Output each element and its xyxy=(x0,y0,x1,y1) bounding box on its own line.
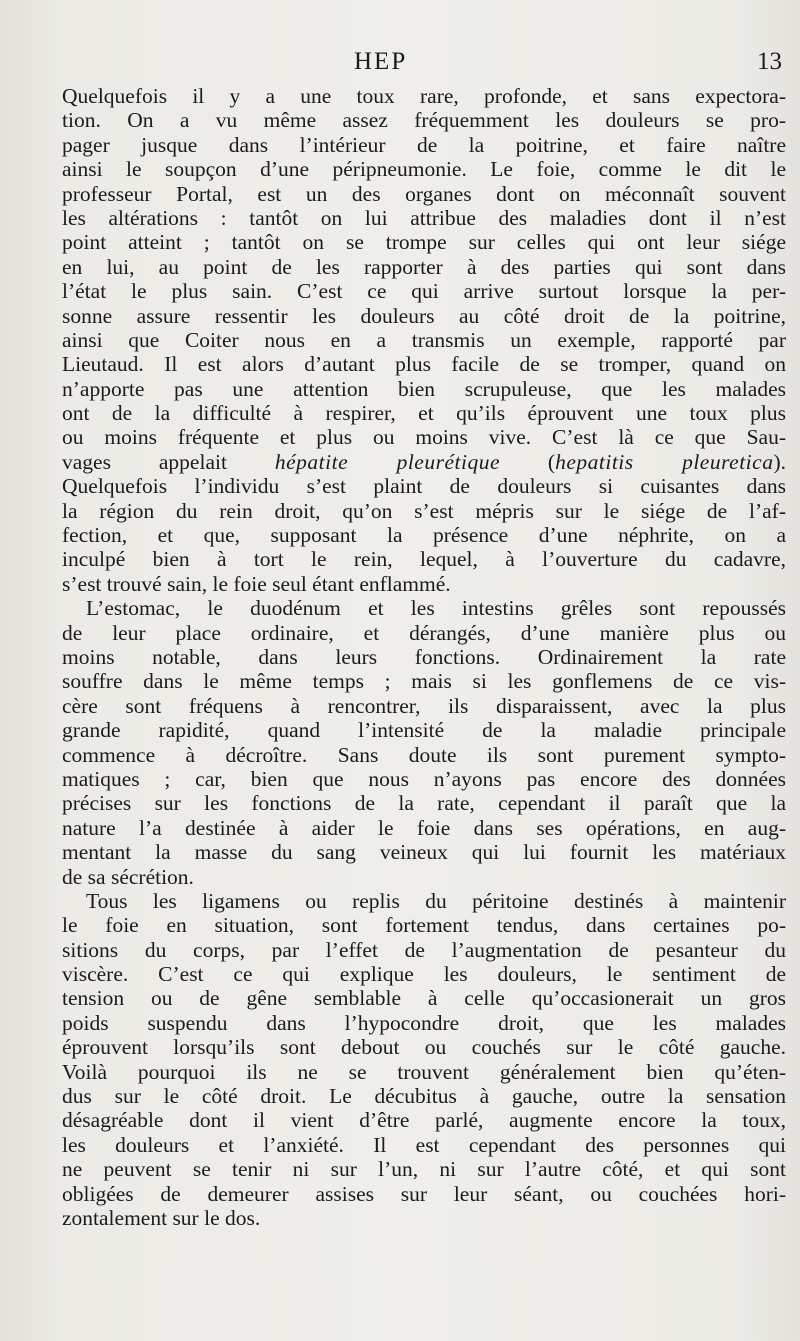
text-line: souffre dans le même temps ; mais si les gonflemens de ce vis- xyxy=(62,669,786,694)
text-line: l’état le plus sain. C’est ce qui arrive surtout lorsque la per- xyxy=(62,279,786,304)
text-line: viscère. C’est ce qui explique les douleurs, le sentiment de xyxy=(62,962,786,987)
paren: ( xyxy=(547,449,556,474)
text-line: pager jusque dans l’intérieur de la poitrine, et faire naître xyxy=(62,132,786,157)
page-header xyxy=(62,48,786,88)
text-line: ainsi le soupçon d’une péripneumonie. Le foie, comme le dit le xyxy=(62,157,786,182)
text-line: le foie en situation, sont fortement tendus, dans certaines po- xyxy=(62,913,786,938)
text-line: obligées de demeurer assises sur leur séant, ou couchées hori- xyxy=(62,1181,786,1206)
text-line: de sa sécrétion. xyxy=(62,864,194,889)
text-line: ont de la difficulté à respirer, et qu’ils éprouvent une toux plus xyxy=(62,401,786,426)
text-line: moins notable, dans leurs fonctions. Ordinairement la rate xyxy=(62,644,786,669)
text-line: zontalement sur le dos. xyxy=(62,1205,261,1230)
text-line: nature l’a destinée à aider le foie dans ses opérations, en aug- xyxy=(62,815,786,840)
text-line: en lui, au point de les rapporter à des parties qui sont dans xyxy=(62,254,786,279)
text-line: inculpé bien à tort le rein, lequel, à l’ouverture du cadavre, xyxy=(62,547,786,572)
text-line: mentant la masse du sang veineux qui lui fournit les matériaux xyxy=(62,840,786,865)
text-line: tion. On a vu même assez fréquemment les douleurs se pro- xyxy=(62,108,786,133)
page-number: 13 xyxy=(757,48,782,75)
text-line: Voilà pourquoi ils ne se trouvent généralement bien qu’éten- xyxy=(62,1059,786,1084)
running-head: HEP xyxy=(354,48,408,75)
text-line: point atteint ; tantôt on se trompe sur celles qui ont leur siége xyxy=(62,230,786,255)
text-line: sonne assure ressentir les douleurs au côté droit de la poitrine, xyxy=(62,303,786,328)
text-line: Quelquefois l’individu s’est plaint de douleurs si cuisantes dans xyxy=(62,474,786,499)
text-line: Tous les ligamens ou replis du péritoine destinés à maintenir xyxy=(86,888,786,913)
text-line: dus sur le côté droit. Le décubitus à gauche, outre la sensation xyxy=(62,1084,786,1109)
text-line: Lieutaud. Il est alors d’autant plus facile de se tromper, quand on xyxy=(62,352,786,377)
text-line: tension ou de gêne semblable à celle qu’occasionerait un gros xyxy=(62,986,786,1011)
text-line: les douleurs et l’anxiété. Il est cependant des personnes qui xyxy=(62,1132,786,1157)
text-line: Quelquefois il y a une toux rare, profonde, et sans expectora- xyxy=(62,84,786,108)
text-line: grande rapidité, quand l’intensité de la maladie principale xyxy=(62,718,786,743)
paren: ). xyxy=(773,449,786,474)
text-line: cère sont fréquens à rencontrer, ils disparaissent, avec la plus xyxy=(62,693,786,718)
text-line: commence à décroître. Sans doute ils sont purement sympto- xyxy=(62,742,786,767)
text-line: précises sur les fonctions de la rate, cependant il paraît que la xyxy=(62,791,786,816)
text-line: désagréable dont il vient d’être parlé, augmente encore la toux, xyxy=(62,1108,786,1133)
text-line: fection, et que, supposant la présence d’une néphrite, on a xyxy=(62,523,786,548)
text-line: la région du rein droit, qu’on s’est mépris sur le siége de l’af- xyxy=(62,498,786,523)
text-line: sitions du corps, par l’effet de l’augmentation de pesanteur du xyxy=(62,937,786,962)
italic-term: hépatite pleurétique xyxy=(274,449,500,474)
text-line: matiques ; car, bien que nous n’ayons pas encore des données xyxy=(62,766,786,791)
text-line: ainsi que Coiter nous en a transmis un exemple, rapporté par xyxy=(62,327,786,352)
text-line: ne peuvent se tenir ni sur l’un, ni sur l’autre côté, et qui sont xyxy=(62,1157,786,1182)
text-line-with-italics xyxy=(62,450,786,474)
text-line: s’est trouvé sain, le foie seul étant enflammé. xyxy=(62,571,451,596)
text-line: les altérations : tantôt on lui attribue des maladies dont il n’est xyxy=(62,205,786,230)
text-line: n’apporte pas une attention bien scrupuleuse, que les malades xyxy=(62,376,786,401)
text-line: éprouvent lorsqu’ils sont debout ou couchés sur le côté gauche. xyxy=(62,1035,786,1060)
text-segment: vages appelait xyxy=(62,449,227,474)
text-line: L’estomac, le duodénum et les intestins grêles sont repoussés xyxy=(86,596,786,621)
body-text xyxy=(62,84,786,1230)
text-line: de leur place ordinaire, et dérangés, d’une manière plus ou xyxy=(62,620,786,645)
text-line: ou moins fréquente et plus ou moins vive. C’est là ce que Sau- xyxy=(62,425,786,450)
text-line: poids suspendu dans l’hypocondre droit, que les malades xyxy=(62,1010,786,1035)
text-line: professeur Portal, est un des organes dont on méconnaît souvent xyxy=(62,181,786,206)
italic-term-latin: hepatitis pleuretica xyxy=(555,449,774,474)
